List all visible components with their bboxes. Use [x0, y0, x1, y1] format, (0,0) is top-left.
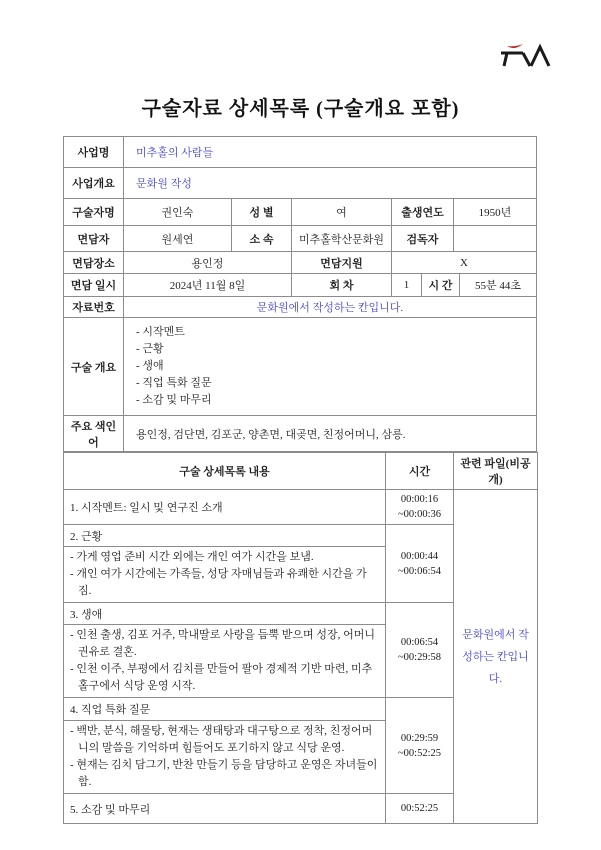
- bullet-item: - 가게 영업 준비 시간 외에는 개인 여가 시간을 보냄.: [70, 551, 314, 563]
- section-3-time: [386, 603, 454, 698]
- oral-summary-label: 구술 개요: [70, 361, 117, 374]
- time-start: 00:06:54: [400, 637, 439, 648]
- time-start: 00:29:59: [400, 732, 439, 744]
- summary-item: - 생애: [136, 360, 164, 372]
- project-overview-label: 사업개요: [72, 178, 115, 190]
- keywords-label: 주요 색인어: [70, 420, 117, 449]
- section-2-time: [386, 525, 454, 603]
- detail-header-time: 시간: [386, 453, 454, 490]
- keywords-row: [64, 415, 536, 451]
- section-3-bullets: [64, 625, 386, 698]
- project-overview-value: 문화원 작성: [123, 168, 536, 198]
- gender-value: 여: [291, 199, 391, 225]
- section-5-time: [386, 794, 454, 824]
- duration-label: 시 간: [421, 274, 459, 296]
- summary-item: - 시작멘트: [136, 326, 185, 338]
- keywords-value: 용인정, 검단면, 김포군, 양촌면, 대곶면, 친정어머니, 삼릉.: [123, 416, 536, 451]
- narrator-label: 구술자명: [72, 207, 115, 219]
- narrator-name: 권인숙: [123, 199, 231, 225]
- reviewer-value: [453, 226, 536, 251]
- detail-header-row: [64, 453, 538, 490]
- time-end: ~00:52:25: [397, 747, 441, 759]
- affiliation-label: 소 속: [231, 226, 291, 251]
- project-overview-row: [64, 167, 536, 198]
- time-start: 00:00:16: [400, 494, 439, 505]
- reviewer-label: 검독자: [391, 226, 453, 251]
- section-5-title: 5. 소감 및 마무리: [64, 794, 386, 824]
- interview-place-label: 면담장소: [72, 257, 115, 270]
- session-round-label: 회 차: [291, 274, 391, 296]
- affiliation-value: 미추홀학산문화원: [291, 226, 391, 251]
- time-end: ~00:00:36: [397, 509, 441, 520]
- time-start: 00:00:44: [400, 550, 439, 562]
- birth-year-value: 1950년: [453, 199, 536, 225]
- narrator-row: [64, 198, 536, 225]
- section-1-title: 1. 시작멘트: 일시 및 연구진 소개: [64, 490, 386, 525]
- haksan-culture-center-logo-icon: [499, 36, 551, 68]
- interviewer-label: 면담자: [77, 233, 110, 246]
- detail-table: [63, 452, 538, 824]
- doc-number-note: 문화원에서 작성하는 칸입니다.: [123, 297, 536, 317]
- time-end: ~00:06:54: [397, 565, 441, 577]
- interview-support-value: X: [391, 252, 536, 273]
- bullet-item: - 인천 이주, 부평에서 김치를 만들어 팔아 경제적 기반 마련, 미추홀구에서 식당 운영 시작.: [70, 663, 373, 692]
- summary-item: - 근황: [136, 343, 164, 355]
- detail-header-file: 관련 파일(비공개): [454, 453, 538, 490]
- birth-year-label: 출생연도: [391, 199, 453, 225]
- gender-label: 성 별: [231, 199, 291, 225]
- interview-place-row: [64, 251, 536, 273]
- section-4-title: 4. 직업 특화 질문: [64, 698, 386, 721]
- time-end: ~00:29:58: [397, 652, 441, 663]
- interview-date-label: 면담 일시: [70, 280, 117, 292]
- project-name-label: 사업명: [77, 147, 110, 159]
- interview-date-row: [64, 273, 536, 296]
- interview-date-value: 2024년 11월 8일: [123, 274, 291, 296]
- session-round-value: 1: [391, 274, 421, 296]
- project-name-value: 미추홀의 사람들: [123, 137, 536, 167]
- bullet-item: - 현재는 김치 담그기, 반찬 만들기 등을 담당하고 운영은 자녀들이 함.: [70, 759, 378, 788]
- time-start: 00:52:25: [400, 803, 439, 814]
- related-file-note: 문화원에서 작성하는 칸입니다.: [454, 490, 538, 824]
- page-title: 구술자료 상세목록 (구술개요 포함): [141, 98, 460, 120]
- section-2-bullets: [64, 547, 386, 603]
- section-1-row: [64, 490, 538, 525]
- doc-number-label: 자료번호: [72, 302, 115, 314]
- bullet-item: - 백반, 분식, 해물탕, 현재는 생태탕과 대구탕으로 정착, 친정어머니의 말씀을 기억하며 힘들어도 포기하지 않고 식당 운영.: [70, 725, 373, 754]
- bullet-item: - 인천 출생, 김포 거주, 막내딸로 사랑을 듬뿍 받으며 성장, 어머니 권유로 결혼.: [70, 629, 376, 658]
- summary-item: - 직업 특화 질문: [136, 377, 212, 389]
- section-4-time: [386, 698, 454, 794]
- interview-place-value: 용인정: [123, 252, 291, 273]
- info-table: [63, 136, 537, 452]
- interviewer-row: [64, 225, 536, 251]
- project-name-row: [64, 137, 536, 167]
- section-4-bullets: [64, 721, 386, 794]
- interview-support-label: 면담지원: [291, 252, 391, 273]
- section-1-time: [386, 490, 454, 525]
- doc-number-row: [64, 296, 536, 317]
- duration-value: 55분 44초: [459, 274, 536, 296]
- section-2-title: 2. 근황: [64, 525, 386, 547]
- summary-item: - 소감 및 마무리: [136, 394, 212, 406]
- detail-header-content: 구술 상세목록 내용: [64, 453, 386, 490]
- bullet-item: - 개인 여가 시간에는 가족들, 성당 자매님들과 유쾌한 시간을 가짐.: [70, 568, 367, 597]
- oral-summary-row: [64, 317, 536, 415]
- section-3-title: 3. 생애: [64, 603, 386, 625]
- interviewer-name: 원세연: [123, 226, 231, 251]
- oral-summary-list: [123, 318, 536, 415]
